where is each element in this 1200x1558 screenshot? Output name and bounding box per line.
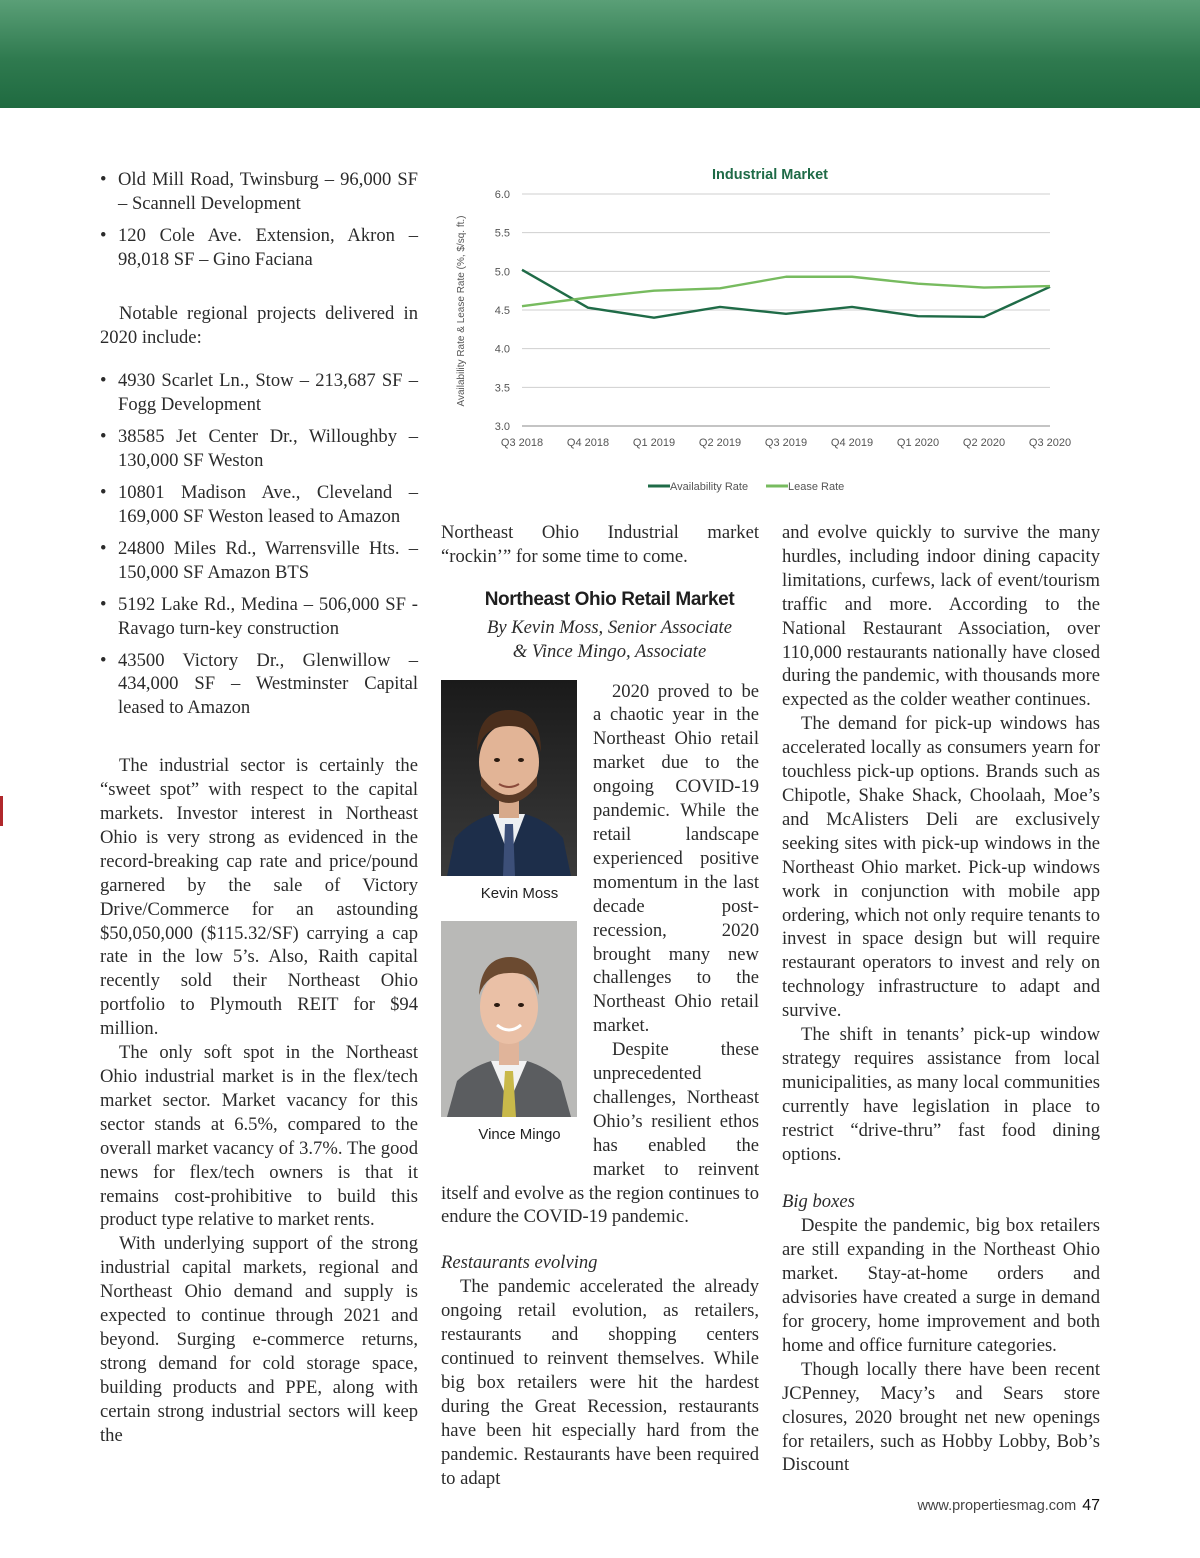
list-item: • 5192 Lake Rd., Medina – 506,000 SF - Ravago turn-key construction	[100, 593, 418, 641]
paragraph: and evolve quickly to survive the many hurdles, including indoor dining capacity limitations, curfews, lack of event/tourism traffic and more. According to the National Restaurant Association, over 110,000 restaurants nationally have closed during the pandemic, with thousands more expected as the colder weather continues.	[782, 522, 1100, 711]
vince-mingo-photo	[441, 921, 577, 1117]
photo-caption: Vince Mingo	[478, 1126, 561, 1144]
paragraph: The pandemic accelerated the already ongoing retail evolution, as retailers, restaurants and shopping centers continued to reinvent themselves. While big box retailers were hit the hardest during the Great Recession, restaurants have been hit especially hard from the pandemic. Restaurants have been required to adapt	[441, 1276, 759, 1489]
page-edge-marker	[0, 796, 3, 826]
kevin-moss-photo	[441, 680, 577, 876]
paragraph: Notable regional projects delivered in 2020 include:	[100, 302, 418, 348]
paragraph: 2020 proved to be a chaotic year in the Northeast Ohio retail market due to the ongoing COVID-19 pandemic. While the retail landscape experienced positive momentum in the last decade post-recession, 2020 brought many new challenges to the Northeast Ohio retail market.	[593, 680, 759, 1037]
paragraph: Northeast Ohio Industrial market “rockin’” for some time to come.	[441, 522, 759, 567]
chart-x-tick-label: Q4 2019	[830, 437, 874, 449]
list-item: • 10801 Madison Ave., Cleveland – 169,000 SF Weston leased to Amazon	[100, 481, 418, 529]
author-photos	[441, 680, 579, 1164]
subheading: Big boxes	[782, 1191, 855, 1213]
byline: & Vince Mingo, Associate	[512, 640, 707, 662]
chart-x-tick-label: Q2 2019	[698, 437, 742, 449]
paragraph: With underlying support of the strong industrial capital markets, regional and Northeast Ohio demand and supply is expected to continue through 2021 and beyond. Surging e-commerce returns, strong demand for cold storage space, building products and PPE, along with certain strong industrial sectors will keep the	[100, 1233, 418, 1446]
chart-x-tick-label: Q2 2020	[962, 437, 1006, 449]
column-middle	[441, 521, 759, 1490]
byline: By Kevin Moss, Senior Associate	[487, 616, 732, 638]
industrial-market-chart	[440, 160, 1100, 500]
paragraph: The only soft spot in the Northeast Ohio industrial market is in the flex/tech market sector. Market vacancy for this sector stands at 6.5%, compared to the overall market vacancy of 3.7%. The good news for flex/tech owners is that it remains cost-prohibitive to build this product type relative to market rents.	[100, 1042, 418, 1231]
chart-legend-label: Availability Rate	[670, 481, 749, 493]
paragraph: The shift in tenants’ pick-up window strategy requires assistance from local municipalities, as many local communities currently have legislation in place to restrict “drive-thru” fast food dining options.	[782, 1024, 1100, 1165]
chart-y-tick-label: 4.5	[494, 305, 510, 317]
paragraph: The demand for pick-up windows has accelerated locally as consumers yearn for touchless pick-up options. Brands such as Chipotle, Shake Shack, Choolaah, Moe’s and McAlisters Deli are exclusively seeking sites with pick-up windows in the Northeast Ohio market. Pick-up windows work in conjunction with mobile app ordering, which not only require tenants to invest in space design but will require restaurant operators to invest and rely on technology infrastructure to adapt and survive.	[782, 713, 1100, 1022]
list-item: • Old Mill Road, Twinsburg – 96,000 SF – Scannell Development	[100, 168, 418, 216]
chart-series	[522, 270, 1050, 318]
chart-y-axis-label: Availability Rate & Lease Rate (%, $/sq. ft.)	[456, 215, 467, 407]
list-item: • 4930 Scarlet Ln., Stow – 213,687 SF – Fogg Development	[100, 369, 418, 417]
chart-x-tick-label: Q1 2019	[632, 437, 676, 449]
chart-x-ticks	[501, 437, 1071, 449]
page-number: 47	[1082, 1497, 1100, 1514]
chart-title: Industrial Market	[711, 167, 829, 183]
chart-x-tick-label: Q3 2018	[500, 437, 544, 449]
paragraph: Though locally there have been recent JCPenney, Macy’s and Sears store closures, 2020 brought net new openings for retailers, such as Hobby Lobby, Bob’s Discount	[782, 1358, 1100, 1476]
section-title: Northeast Ohio Retail Market	[484, 588, 735, 610]
chart-y-tick-label: 5.5	[494, 227, 510, 240]
header-band	[0, 0, 1200, 108]
column-right	[782, 521, 1100, 1477]
list-item: • 43500 Victory Dr., Glenwillow – 434,000 SF – Westminster Capital leased to Amazon	[100, 649, 418, 721]
paragraph: Despite the pandemic, big box retailers are still expanding in the Northeast Ohio market. Stay-at-home orders and advisories have created a surge in demand for grocery, home improvement and both home and office furniture categories.	[782, 1215, 1100, 1356]
bullet-list-projects-underway	[100, 168, 418, 272]
page-footer	[917, 1497, 1100, 1515]
chart-legend-label: Lease Rate	[788, 481, 845, 493]
chart-x-tick-label: Q3 2019	[764, 437, 808, 449]
chart-series-line-lease-rate	[522, 277, 1050, 306]
chart-y-tick-label: 3.5	[494, 382, 510, 395]
chart-y-ticks	[495, 189, 510, 433]
chart-y-tick-label: 3.0	[494, 421, 510, 433]
paragraph: The industrial sector is certainly the “sweet spot” with respect to the capital markets. Investor interest in Northeast Ohio is very strong as evidenced in the record-breaking cap rate and price/pound garnered by the sale of Victory Drive/Commerce for an astounding $50,050,000 ($115.32/SF) carrying a cap rate in the low 5’s. Also, Raith capital recently sold their Northeast Ohio portfolio to Plymouth REIT for $94 million.	[100, 755, 418, 1040]
chart-x-tick-label: Q4 2018	[566, 437, 610, 449]
column-left	[100, 168, 418, 1448]
paragraph: Despite these unprecedented challenges, Northeast Ohio’s resilient ethos has enabled the market to reinvent itself and evolve as the region continues to endure the COVID-19 pandemic.	[441, 1039, 759, 1228]
list-item: • 38585 Jet Center Dr., Willoughby – 130,000 SF Weston	[100, 425, 418, 473]
chart-y-tick-label: 5.0	[494, 266, 510, 279]
list-item: • 120 Cole Ave. Extension, Akron – 98,018 SF – Gino Faciana	[100, 224, 418, 272]
photo-caption: Kevin Moss	[480, 884, 559, 902]
subheading: Restaurants evolving	[441, 1252, 598, 1274]
footer-url: www.propertiesmag.com	[917, 1498, 1077, 1514]
chart-y-tick-label: 4.0	[494, 343, 510, 356]
list-item: • 24800 Miles Rd., Warrensville Hts. – 150,000 SF Amazon BTS	[100, 537, 418, 585]
chart-x-tick-label: Q3 2020	[1028, 437, 1072, 449]
chart-y-tick-label: 6.0	[494, 189, 510, 201]
chart-legend	[648, 481, 844, 493]
chart-x-tick-label: Q1 2020	[896, 437, 940, 449]
bullet-list-projects-delivered	[100, 369, 418, 720]
